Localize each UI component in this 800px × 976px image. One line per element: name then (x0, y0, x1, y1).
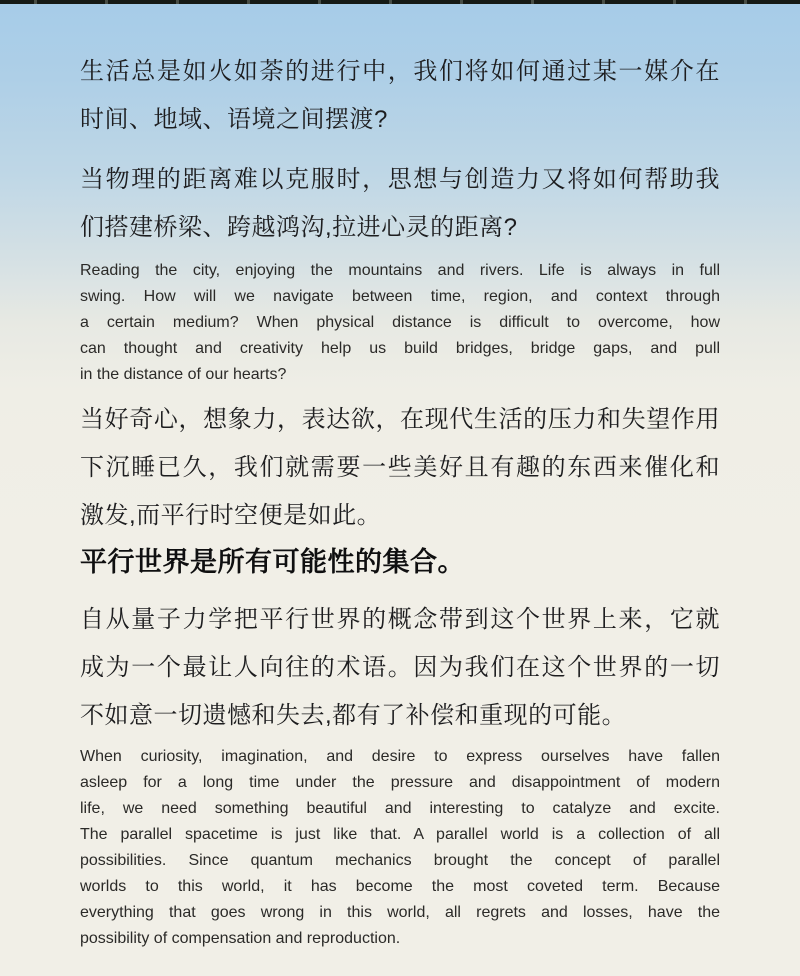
paragraph-cn-intro-1 (80, 48, 720, 144)
text-line: everything that goes wrong in this world, all regrets and losses, have the (80, 904, 720, 921)
text-line: 时间、地域、语境之间摆渡? (80, 106, 388, 133)
paragraph-cn-body-2 (80, 596, 720, 740)
text-line: 当物理的距离难以克服时，思想与创造力又将如何帮助我 (80, 166, 720, 193)
text-line: 当好奇心，想象力，表达欲，在现代生活的压力和失望作用 (80, 406, 720, 433)
text-line: swing. How will we navigate between time, region, and context through (80, 288, 720, 305)
text-line: 下沉睡已久，我们就需要一些美好且有趣的东西来催化和 (80, 454, 720, 481)
text-line: The parallel spacetime is just like that. A parallel world is a collection of all (80, 826, 720, 843)
heading-parallel-worlds: 平行世界是所有可能性的集合。 (80, 547, 465, 577)
text-line: life, we need something beautiful and interesting to catalyze and excite. (80, 800, 720, 817)
text-line: 成为一个最让人向往的术语。因为我们在这个世界的一切 (80, 654, 720, 681)
text-line: 自从量子力学把平行世界的概念带到这个世界上来，它就 (80, 606, 720, 633)
text-line: in the distance of our hearts? (80, 366, 287, 383)
text-line: possibilities. Since quantum mechanics brought the concept of parallel (80, 852, 720, 869)
text-line: possibility of compensation and reproduction. (80, 930, 401, 947)
text-line: a certain medium? When physical distance is difficult to overcome, how (80, 314, 720, 331)
text-line: Reading the city, enjoying the mountains and rivers. Life is always in full (80, 262, 720, 279)
paragraph-en-translation-1 (80, 258, 720, 388)
text-line: When curiosity, imagination, and desire to express ourselves have fallen (80, 748, 720, 765)
text-line: 不如意一切遗憾和失去,都有了补偿和重现的可能。 (80, 702, 627, 729)
text-line: asleep for a long time under the pressure and disappointment of modern (80, 774, 720, 791)
text-line: 激发,而平行时空便是如此。 (80, 502, 382, 529)
paragraph-cn-body-1 (80, 396, 720, 540)
text-line: can thought and creativity help us build bridges, bridge gaps, and pull (80, 340, 720, 357)
text-line: 们搭建桥梁、跨越鸿沟,拉进心灵的距离? (80, 214, 518, 241)
text-line: worlds to this world, it has become the most coveted term. Because (80, 878, 720, 895)
paragraph-en-translation-2 (80, 744, 720, 952)
text-line: 生活总是如火如荼的进行中，我们将如何通过某一媒介在 (80, 58, 720, 85)
article-content (0, 4, 800, 952)
paragraph-cn-intro-2 (80, 156, 720, 252)
